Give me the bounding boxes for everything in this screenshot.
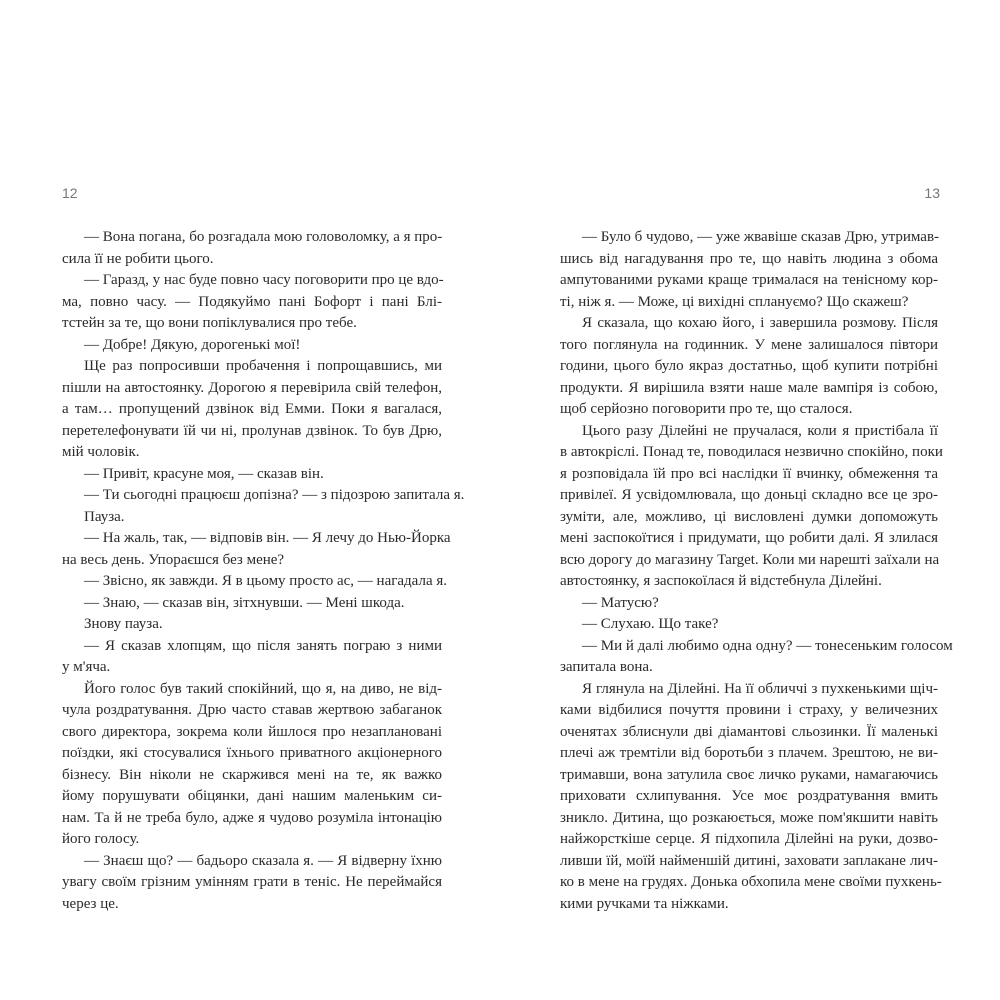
text-line: перетелефонувати їй чи ні, пролунав дзвінок. То був Дрю, bbox=[62, 422, 442, 439]
page-number-right: 13 bbox=[924, 185, 940, 201]
text-line: щоб серйозно поговорити про те, що сталося. bbox=[560, 401, 853, 417]
text-line: пішли на автостоянку. Дорогою я перевірила свій телефон, bbox=[62, 379, 442, 396]
text-line: привілеї. Я усвідомлювала, що доньці складно все це зро- bbox=[560, 487, 938, 503]
text-line: увагу своїм грізним умінням грати в теніс. Не переймайся bbox=[62, 874, 442, 890]
text-line: — Знаю, — сказав він, зітхнувши. — Мені шкода. bbox=[84, 594, 405, 611]
text-line: а там… пропущений дзвінок від Емми. Поки я вагалася, bbox=[62, 401, 442, 417]
text-line: — Слухаю. Що таке? bbox=[582, 616, 719, 632]
paragraph bbox=[62, 593, 442, 615]
text-line: в автокріслі. Понад те, поводилася незвично спокійно, поки bbox=[560, 444, 943, 460]
paragraph bbox=[62, 464, 442, 486]
paragraph bbox=[560, 593, 938, 615]
text-line: Я сказала, що кохаю його, і завершила розмову. Після bbox=[582, 315, 938, 331]
text-line: — Вона погана, бо розгадала мою головоломку, а я про- bbox=[84, 229, 443, 245]
text-line: мій чоловік. bbox=[62, 444, 140, 460]
paragraph bbox=[62, 614, 442, 636]
text-line: оченятах зблиснули дві діамантові сльозинки. Її маленькі bbox=[560, 723, 938, 740]
text-line: плечі аж тремтіли від боротьби з плачем. Зрештою, не ви- bbox=[560, 745, 938, 761]
text-line: бізнесу. Він ніколи не скаржився мені на те, як важко bbox=[62, 766, 442, 783]
text-line: чула роздратування. Дрю часто ставав жертвою забаганок bbox=[62, 702, 442, 718]
page-right-text bbox=[560, 227, 953, 915]
text-line: всю дорогу до магазину Target. Коли ми нарешті заїхали на bbox=[560, 551, 940, 568]
text-line: через це. bbox=[62, 895, 119, 912]
text-line: Цього разу Ділейні не пручалася, коли я пристібала її bbox=[582, 422, 938, 439]
text-line: найжорсткіше серце. Я підхопила Ділейні на руки, дозво- bbox=[560, 831, 938, 847]
text-line: години, цього було якраз достатньо, щоб купити потрібні bbox=[560, 358, 938, 374]
text-line: того поглянула на годинник. У мене залишалося півтори bbox=[560, 336, 938, 353]
text-line: я розповідала їй про всі наслідки її вчинку, обмеження та bbox=[560, 465, 938, 482]
text-line: — Знаєш що? — бадьоро сказала я. — Я відверну їхню bbox=[84, 852, 442, 869]
text-line: запитала вона. bbox=[560, 659, 653, 675]
text-line: — Ми й далі любимо одна одну? — тонесеньким голосом bbox=[582, 637, 953, 654]
text-line: мені заспокоїтися і придумати, що робити далі. Я злилася bbox=[560, 530, 938, 546]
text-line: — На жаль, так, — відповів він. — Я лечу до Нью-Йорка bbox=[84, 530, 451, 546]
text-line: — Добре! Дякую, дорогенькі мої! bbox=[84, 336, 301, 353]
text-line: — Матусю? bbox=[582, 594, 659, 611]
text-line: зуміти, але, можливо, ці висловлені думки допоможуть bbox=[560, 508, 938, 525]
text-line: ливши їй, моїй найменшій дитині, заховати заплакане лич- bbox=[560, 852, 938, 869]
text-line: — Я сказав хлопцям, що після занять пограю з ними bbox=[84, 637, 442, 654]
text-line: — Ти сьогодні працюєш допізна? — з підозрою запитала я. bbox=[84, 487, 465, 503]
text-line: ті, ніж я. — Може, ці вихідні сплануємо? Що скажеш? bbox=[560, 293, 909, 310]
text-line: ампутованими руками краще трималася на тенісному кор- bbox=[560, 272, 938, 288]
paragraph bbox=[560, 679, 942, 916]
text-line: Знову пауза. bbox=[84, 616, 163, 632]
text-line: нам. Та й не треба було, адже я чудово розуміла інтонацію bbox=[62, 809, 442, 826]
text-line: Я глянула на Ділейні. На її обличчі з пухкенькими щіч- bbox=[582, 680, 938, 697]
paragraph bbox=[62, 571, 447, 593]
text-line: — Звісно, як завжди. Я в цьому просто ас, — нагадала я. bbox=[84, 573, 447, 589]
paragraph bbox=[560, 313, 938, 421]
text-line: ками відбилися почуття провини і страху, у величезних bbox=[560, 702, 938, 718]
text-line: його голосу. bbox=[62, 831, 140, 847]
text-line: тримавши, вона затулила своє личко руками, намагаючись bbox=[560, 766, 938, 783]
paragraph bbox=[62, 507, 442, 529]
text-line: — Привіт, красуне моя, — сказав він. bbox=[84, 465, 324, 482]
text-line: ко в мене на грудях. Донька обхопила мене своїми пухкень- bbox=[560, 874, 942, 890]
paragraph bbox=[62, 636, 442, 679]
page-left-text bbox=[62, 227, 465, 915]
paragraph bbox=[62, 335, 442, 357]
paragraph bbox=[62, 227, 442, 270]
paragraph bbox=[560, 421, 943, 593]
paragraph bbox=[560, 614, 938, 636]
text-line: сила її не робити цього. bbox=[62, 250, 214, 267]
paragraph bbox=[560, 227, 938, 313]
text-line: автостоянку, я заспокоїлася й відстебнула Ділейні. bbox=[560, 573, 882, 589]
paragraph bbox=[62, 270, 442, 335]
paragraph bbox=[560, 636, 953, 679]
text-line: шись від нагадування про те, що навіть людина з обома bbox=[560, 250, 938, 267]
text-line: продукти. Я вирішила взяти наше мале вампіря із собою, bbox=[560, 379, 938, 396]
text-line: — Гаразд, у нас буде повно часу поговорити про це вдо- bbox=[84, 272, 444, 288]
text-line: приховати схлипування. Усе моє роздратування вмить bbox=[560, 788, 938, 804]
paragraph bbox=[62, 356, 442, 464]
text-line: поїздки, які стосувалися їхнього приватного акціонерного bbox=[62, 745, 442, 761]
text-line: ма, повно часу. — Подякуймо пані Бофорт і пані Блі- bbox=[62, 293, 442, 310]
paragraph bbox=[62, 528, 451, 571]
page-number-left: 12 bbox=[62, 185, 78, 201]
paragraph bbox=[62, 679, 442, 851]
text-line: кими ручками та ніжками. bbox=[560, 895, 729, 912]
text-line: Ще раз попросивши пробачення і попрощавшись, ми bbox=[84, 358, 442, 374]
text-line: Пауза. bbox=[84, 508, 125, 525]
text-line: на весь день. Упораєшся без мене? bbox=[62, 551, 285, 568]
text-line: — Було б чудово, — уже жвавіше сказав Дрю, утримав- bbox=[582, 229, 940, 245]
text-line: тстейн за те, що вони попіклувалися про тебе. bbox=[62, 315, 357, 331]
text-line: свого директора, зокрема коли йшлося про незаплановані bbox=[62, 723, 442, 740]
text-line: Його голос був такий спокійний, що я, на диво, не від- bbox=[84, 680, 442, 697]
paragraph bbox=[62, 851, 442, 916]
text-line: йому порушувати обіцянки, дані нашим маленьким си- bbox=[62, 788, 442, 804]
text-line: зникло. Дитина, що розкаюється, може пом'якшити навіть bbox=[560, 809, 938, 826]
text-line: у м'яча. bbox=[62, 659, 111, 675]
paragraph bbox=[62, 485, 465, 507]
